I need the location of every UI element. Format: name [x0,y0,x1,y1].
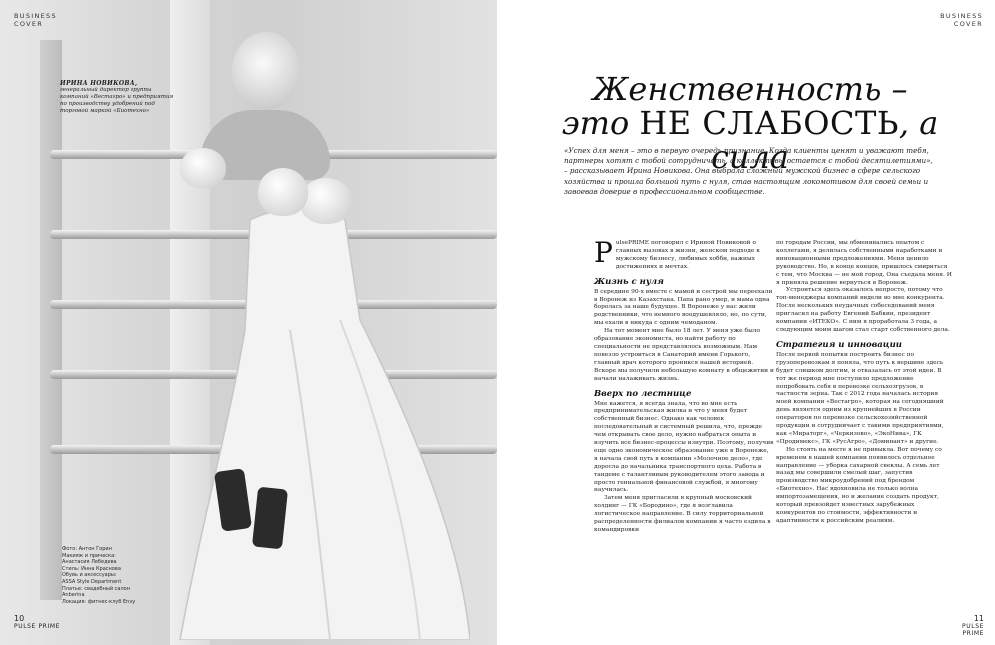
section-header-right [933,12,983,28]
title-line-2-caps: НЕ СЛАБОСТЬ [639,104,899,142]
title-line-2-prefix: это [561,104,640,142]
body-paragraph: по городам России, мы обменивались опытом с коллегами, я делилась собственными наработками и инновационными предложениями. Меня ценило руководство. Но, в конце концов, пришлось смириться с тем, что Москва — не мой город. Она съедала меня. И я приняла решение вернуться в Воронеж. [776,240,952,286]
body-paragraph: В середине 90-х вместе с мамой и сестрой мы переехали в Воронеж из Казахстана. Папа рано умер, и мама одна боролась за наше будущее. В Воронеже у нас жили родственники, что немного воодушевляло, но, по сути, мы ехали в никуда с одним чемоданом. [594,288,773,327]
credit-line: Обувь и аксессуары: [62,572,117,579]
photo-credits [62,546,202,605]
article-lead: «Успех для меня – это в первую очередь признание. Когда клиенты ценят и уважают тебя, партнеры хотят с тобой сотрудничать, а коллективы остается с тобой десятилетиями», – рассказывает Ирина Новикова. Она выбрала сложный мужской бизнес в сфере сельского хозяйства и прошла большой путь с нуля, став настоящим локомотивом для своей семьи и завоевав доверие в профессиональном сообществе. [564,146,933,196]
boxing-glove-right [300,178,352,224]
title-line-1: Женственность – [592,70,908,108]
page-footer-left [14,614,60,630]
section-heading: Вверх по лестнице [594,388,692,399]
white-dress [170,200,470,640]
boxing-glove-middle [258,168,308,216]
credit-line: Локация: фитнес-клуб Envy [62,598,136,605]
page-number: 11 [973,614,984,623]
model-head [232,32,300,110]
intro-paragraph [594,236,774,272]
credit-line: Анастасия Лебедева [62,559,117,566]
photo-caption [60,80,180,115]
intro-text: ulsePRIME поговорил с Ириной Новиковой о главных вызовах в жизни, женском подходе к мужскому бизнесу, любимых хобби, важных достижениях и мечтах. [615,240,760,270]
ring-post [40,40,62,600]
body-paragraph: После первой попытки построить бизнес по грузоперевозкам я поняла, что путь к вершине здесь будет слишком долгим, и отказалась от этой идеи. В тот же период мне поступило предложение попробовать себя в перевозке сельхозгрузов, в частности зерна. Так с 2012 года началась история моей компании «Вестагро», которая на сегодняшний день является одним из крупнейших в России операторов по перевозке сельскохозяйственной продукции и сотрудничает с такими предприятиями, как «Мираторг», «Черкизово», «ЭкоНива», ГК «Продимекс», ГК «РусАгро», «Доминант» и другие. [776,351,944,445]
caption-name: ИРИНА НОВИКОВА, [60,80,138,87]
page-number: 10 [14,614,25,623]
credit-line: Anberina [62,592,85,599]
credit-line: Фото: Антон Горин [62,546,112,552]
boot-right [252,487,288,550]
header-subsection: COVER [953,20,983,28]
page-footer-right [940,614,984,637]
drop-cap: P [594,236,613,269]
body-paragraph: Но стоять на месте я не привыкла. Вот почему со временем в нашей компании появилось отдельное направление — уборка сахарной свеклы. А семь лет назад мы совершили смелый шаг, запустив производство микроудобрений под брендом «Биотехно». Нас вдохновила не только волна импортозамещения, но и желание создать продукт, который превзойдет известных зарубежных конкурентов по стоимости, эффективности и адаптивности к российским реалиям. [776,446,942,524]
credit-line: ASSA Style Department [62,578,122,585]
boxing-glove-left [180,148,226,188]
body-paragraph: Устроиться здесь оказалось непросто, потому что топ-менеджеры компаний видели во мне конкурента. После нескольких неудачных собеседований меня пригласил на работу Евгений Бабкин, президент компании «ИТЕКО». С ним я проработала 3 года, а следующим моим шагом стал старт собственного дела. [776,287,950,333]
body-paragraph: Мне кажется, я всегда знала, что во мне есть предпринимательская жилка и что у меня будет собственный бизнес. Однако как человек последовательный и системный решила, что, прежде чем открывать свое дело, нужно набраться опыта и изучить все бизнес-процессы изнутри. Поэтому, получив еще одно экономическое образование уже в Воронеже, я начала свой путь в компании «Молочное дело», где доросла до начальника транспортного цеха. Работа в тандеме с талантливым руководителем этого завода и просто гениальной финансовой службой, я многому научилась. [594,400,774,494]
section-header-left [14,12,57,28]
credit-line: Макияж и прическа: [62,552,116,559]
section-heading: Стратегия и инновации [776,339,902,350]
header-section: BUSINESS [940,12,983,20]
header-subsection: COVER [14,20,44,28]
article-column-2 [776,240,952,526]
cover-photo [0,0,497,645]
body-paragraph: На тот момент мне было 18 лет. У меня уже было образование экономиста, но найти работу по специальности не представлялось возможным. Нам повезло устроиться в Санаторий имени Горького, главный врач которого проникся нашей историей. Вскоре мы получили небольшую комнату в общежитии и начали налаживать жизнь. [594,328,774,382]
section-heading: Жизнь с нуля [594,276,664,287]
title-line-2-suffix: , а сила [711,104,939,176]
credit-line: Стиль: Инна Краснова [62,565,121,572]
body-paragraph: Затем меня пригласили в крупный московский холдинг — ГК «Бородино», где я возглавила логистическое направление. В силу территориальной распределенности филиалов компании я часто ездила в командировки [594,495,771,533]
footer-brand: PULSE PRIME [14,623,60,630]
header-section: BUSINESS [14,12,57,20]
credit-line: Платье: свадебный салон [62,585,130,592]
article-column-1 [594,236,774,535]
footer-brand: PULSE PRIME [962,623,984,637]
caption-role: генеральный директор группы компаний «Вестагро» и предприятия по производству удобрений под торговой маркой «Биотехно» [60,87,174,114]
